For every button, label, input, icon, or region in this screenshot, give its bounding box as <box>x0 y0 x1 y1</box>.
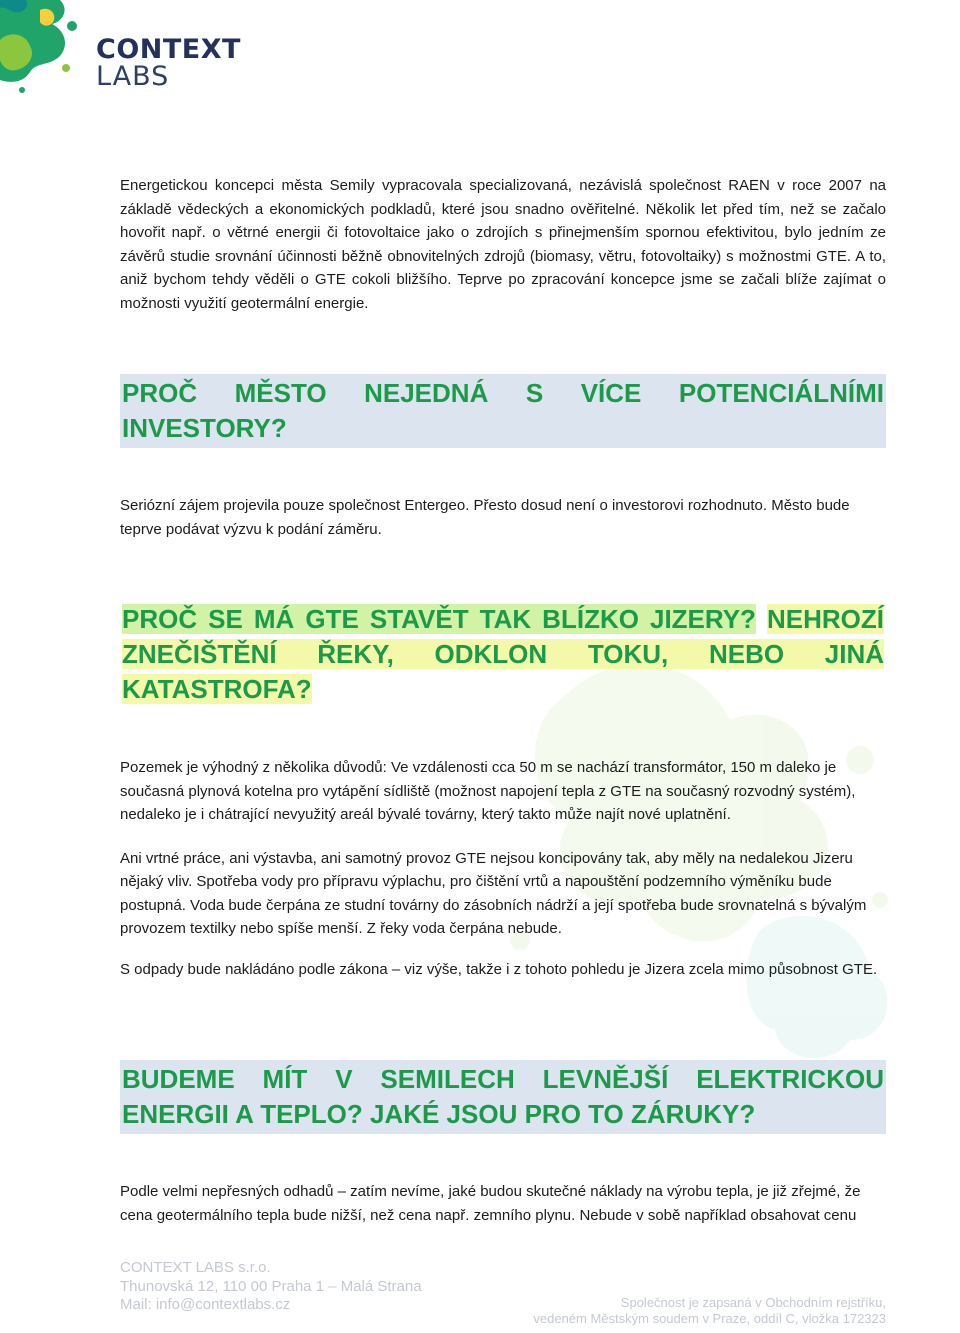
heading-part-location: PROČ SE MÁ GTE STAVĚT TAK BLÍZKO JIZERY? <box>122 604 756 634</box>
section-investors <box>120 374 886 448</box>
paragraph-water-impact: Ani vrtné práce, ani výstavba, ani samotný provoz GTE nejsou koncipovány tak, aby měly na nedalekou Jizeru nějaký vliv. Spotřeba vody pro přípravu výplachu, pro čištění vrtů a napouštění podzemního výměníku bude postupná. Voda bude čerpána ze studní továrny do zásobních nádrží a její spotřeba bude srovnatelná s bývalým provozem textilky nebo spíše menší. Z řeky voda čerpána nebude. <box>120 849 867 937</box>
page-footer <box>120 1259 886 1329</box>
paragraph-waste: S odpady bude nakládáno podle zákona – viz výše, takže i z tohoto pohledu je Jizera zcela mimo působnost GTE. <box>120 960 878 978</box>
section-jizera <box>120 600 886 709</box>
section-investors-body <box>120 494 886 541</box>
footer-registry-line2: vedeném Městským soudem v Praze, oddíl C, vložka 172323 <box>533 1311 886 1326</box>
section-heading-prices: BUDEME MÍT V SEMILECH LEVNĚJŠÍ ELEKTRICKOU ENERGII A TEPLO? JAKÉ JSOU PRO TO ZÁRUKY? <box>120 1060 886 1134</box>
footer-registry-line1: Společnost je zapsaná v Obchodním rejstříku, <box>620 1295 886 1310</box>
paragraph-investors: Seriózní zájem projevila pouze společnost Entergeo. Přesto dosud není o investorovi rozhodnuto. Město bude teprve podávat výzvu k podání záměru. <box>120 497 850 538</box>
footer-address: Thunovská 12, 110 00 Praha 1 – Malá Strana <box>120 1277 422 1295</box>
intro-section <box>120 174 886 315</box>
section-heading-jizera <box>120 600 886 709</box>
heading-part-risks: NEHROZÍ ZNEČIŠTĚNÍ ŘEKY, ODKLON TOKU, NEBO JINÁ KATASTROFA? <box>122 604 884 704</box>
paragraph-location: Pozemek je výhodný z několika důvodů: Ve vzdálenosti cca 50 m se nachází transformátor, 150 m daleko je současná plynová kotelna pro vytápění sídliště (možnost napojení tepla z GTE na současný rozvodný systém), nedaleko je i chátrající nevyužitý areál bývalé továrny, který takto může najít nové uplatnění. <box>120 759 856 823</box>
footer-mail: Mail: info@contextlabs.cz <box>120 1296 291 1313</box>
footer-company-name: CONTEXT LABS s.r.o. <box>120 1259 271 1276</box>
paint-splash-logo-icon <box>0 0 100 100</box>
section-prices <box>120 1060 886 1134</box>
paragraph-prices: Podle velmi nepřesných odhadů – zatím nevíme, jaké budou skutečné náklady na výrobu tepla, je již zřejmé, že cena geotermálního tepla bude nižší, než cena např. zemního plynu. Nebude v sobě například obsahovat cenu <box>120 1183 861 1224</box>
company-logo <box>0 0 260 100</box>
intro-paragraph: Energetickou koncepci města Semily vypracovala specializovaná, nezávislá společnost RAEN v roce 2007 na základě vědeckých a ekonomických podkladů, které jsou snadno ověřitelné. Několik let před tím, než se začalo hovořit např. o větrné energii či fotovoltaice jako o zdrojích s přinejmenším spornou efektivitou, bylo jedním ze závěrů studie srovnání účinnosti běžně obnovitelných zdrojů (biomasy, větru, fotovoltaiky) s možnostmi GTE. A to, aniž bychom tehdy věděli o GTE cokoli bližšího. Teprve po zpracování koncepce jsme se začali blíže zajímat o možnosti využití geotermální energie. <box>120 177 886 312</box>
section-heading-investors: PROČ MĚSTO NEJEDNÁ S VÍCE POTENCIÁLNÍMI INVESTORY? <box>120 374 886 448</box>
section-jizera-body <box>120 756 886 981</box>
logo-wordmark-labs: LABS <box>96 61 170 92</box>
section-prices-body <box>120 1180 886 1227</box>
logo-wordmark-context: CONTEXT <box>96 34 241 65</box>
